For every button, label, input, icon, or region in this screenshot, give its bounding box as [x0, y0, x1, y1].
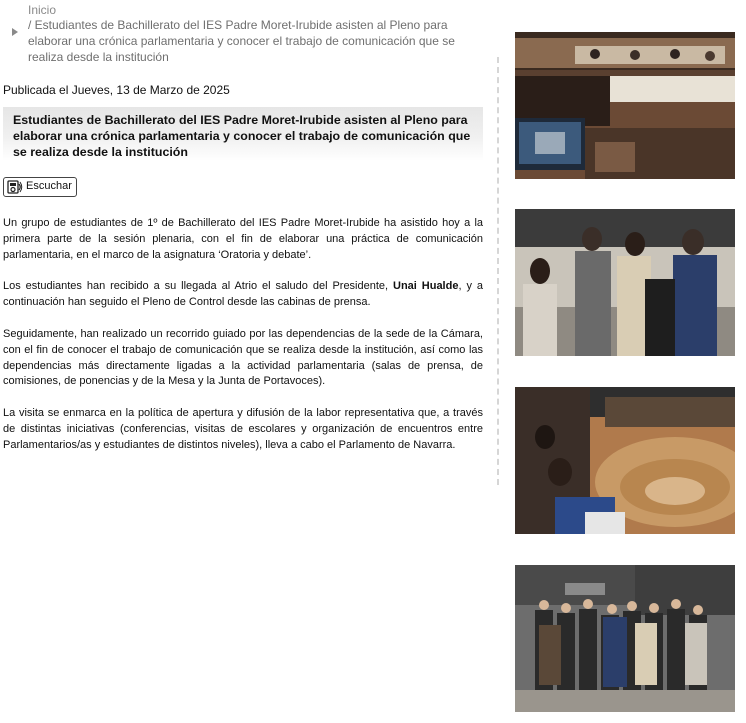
article-paragraph-4: La visita se enmarca en la política de apertura y difusión de la labor representativa que, a través de distintas iniciativas (conferencias, visitas de escolares y organización de encuentros entre Parlamentarios/as y estudiantes de distintos niveles), lleva a cabo el Parlamento de Navarra.: [3, 407, 483, 451]
breadcrumb-home-link[interactable]: Inicio: [28, 3, 57, 17]
photo-press-booth[interactable]: [515, 32, 735, 179]
breadcrumb-current: / Estudiantes de Bachillerato del IES Padre Moret-Irubide asisten al Pleno para elaborar una crónica parlamentaria y conocer el trabajo de comunicación que se realiza desde la institución: [28, 18, 455, 64]
photo-group[interactable]: [515, 565, 735, 712]
photo-atrium-greeting[interactable]: [515, 209, 735, 356]
column-divider: [497, 57, 499, 485]
speaker-icon: [7, 179, 23, 195]
article-paragraph-3: Seguidamente, han realizado un recorrido guiado por las dependencias de la sede de la Cámara, con el fin de conocer el trabajo de comunicación que se realiza desde la institución, así como las dependencias más directamente ligadas a la actividad parlamentaria (salas de prensa, de comisiones, de ponencias y de la Mesa y la Junta de Portavoces).: [3, 327, 483, 388]
listen-button[interactable]: [3, 177, 77, 197]
publish-date: Publicada el Jueves, 13 de Marzo de 2025: [3, 83, 230, 97]
article-paragraph-2: [3, 279, 483, 311]
article-title: Estudiantes de Bachillerato del IES Padre Moret-Irubide asisten al Pleno para elaborar una crónica parlamentaria y conocer el trabajo de comunicación que se realiza desde la institución: [13, 113, 471, 159]
paragraph-2-end: , y a continuación han seguido el Pleno de Control desde las cabinas de prensa.: [3, 280, 483, 309]
president-name: Unai Hualde: [393, 280, 459, 293]
photo-plenary-chamber[interactable]: [515, 387, 735, 534]
triangle-right-icon: [12, 28, 18, 36]
listen-label: Escuchar: [26, 180, 72, 192]
article-body: [3, 216, 483, 470]
article-title-box: [3, 107, 483, 161]
paragraph-2-start: Los estudiantes han recibido a su llegada al Atrio el saludo del Presidente,: [3, 280, 394, 293]
article-paragraph-1: Un grupo de estudiantes de 1º de Bachillerato del IES Padre Moret-Irubide ha asistido hoy a la primera parte de la sesión plenaria, con el fin de elaborar una práctica de comunicación parlamentaria, en el marco de la asignatura ‘Oratoria y debate’.: [3, 217, 483, 261]
